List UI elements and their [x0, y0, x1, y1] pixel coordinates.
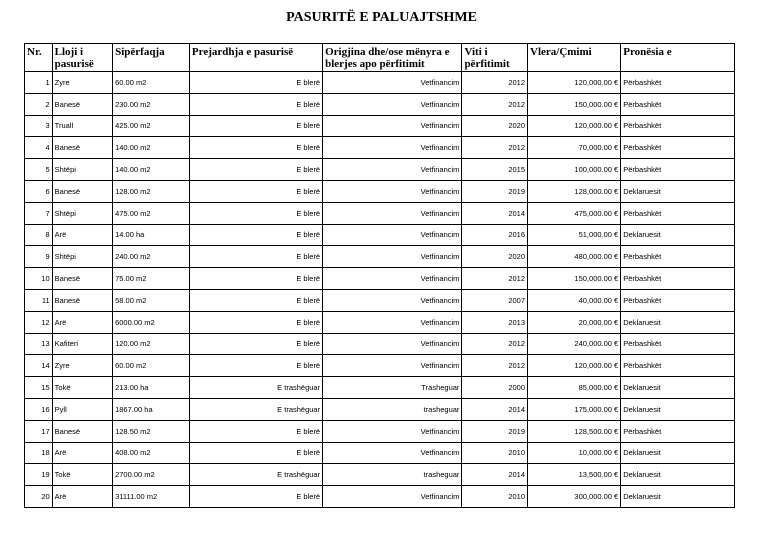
cell-value: 10,000.00 € — [528, 442, 621, 464]
cell-method: Trasheguar — [323, 377, 462, 399]
cell-type: Banesë — [52, 289, 112, 311]
cell-origin: E blerë — [189, 246, 322, 268]
cell-value: 51,000.00 € — [528, 224, 621, 246]
cell-ownership: Deklaruesit — [621, 442, 735, 464]
cell-origin: E blerë — [189, 93, 322, 115]
cell-year: 2020 — [462, 115, 528, 137]
cell-method: Vetfinancim — [323, 420, 462, 442]
cell-area: 6000.00 m2 — [113, 311, 190, 333]
cell-value: 300,000.00 € — [528, 486, 621, 508]
cell-area: 120.00 m2 — [113, 333, 190, 355]
cell-year: 2013 — [462, 311, 528, 333]
cell-value: 120,000.00 € — [528, 115, 621, 137]
cell-ownership: Përbashkët — [621, 355, 735, 377]
cell-origin: E blerë — [189, 268, 322, 290]
cell-ownership: Përbashkët — [621, 246, 735, 268]
cell-area: 58.00 m2 — [113, 289, 190, 311]
cell-year: 2014 — [462, 398, 528, 420]
cell-type: Pyll — [52, 398, 112, 420]
table-row — [25, 377, 735, 399]
cell-method: trasheguar — [323, 398, 462, 420]
cell-nr: 14 — [25, 355, 53, 377]
header-area: Sipërfaqja — [113, 44, 190, 72]
header-value: Vlera/Çmimi — [528, 44, 621, 72]
cell-area: 128.00 m2 — [113, 180, 190, 202]
cell-area: 408.00 m2 — [113, 442, 190, 464]
cell-value: 13,500.00 € — [528, 464, 621, 486]
cell-ownership: Përbashkët — [621, 137, 735, 159]
cell-value: 175,000.00 € — [528, 398, 621, 420]
cell-nr: 10 — [25, 268, 53, 290]
cell-year: 2012 — [462, 93, 528, 115]
cell-ownership: Deklaruesit — [621, 486, 735, 508]
cell-ownership: Përbashkët — [621, 333, 735, 355]
cell-method: Vetfinancim — [323, 180, 462, 202]
cell-type: Arë — [52, 311, 112, 333]
cell-nr: 7 — [25, 202, 53, 224]
cell-method: Vetfinancim — [323, 246, 462, 268]
cell-type: Banesë — [52, 420, 112, 442]
cell-value: 128,500.00 € — [528, 420, 621, 442]
cell-origin: E trashëguar — [189, 377, 322, 399]
cell-ownership: Përbashkët — [621, 159, 735, 181]
cell-type: Shtëpi — [52, 246, 112, 268]
cell-type: Kafiteri — [52, 333, 112, 355]
cell-type: Zyre — [52, 355, 112, 377]
table-row — [25, 420, 735, 442]
cell-method: Vetfinancim — [323, 202, 462, 224]
cell-year: 2000 — [462, 377, 528, 399]
table-row — [25, 137, 735, 159]
cell-origin: E blerë — [189, 442, 322, 464]
cell-value: 120,000.00 € — [528, 72, 621, 94]
cell-nr: 4 — [25, 137, 53, 159]
cell-origin: E blerë — [189, 115, 322, 137]
table-row — [25, 289, 735, 311]
cell-type: Shtëpi — [52, 202, 112, 224]
table-row — [25, 311, 735, 333]
cell-origin: E blerë — [189, 180, 322, 202]
cell-type: Banesë — [52, 93, 112, 115]
cell-method: Vetfinancim — [323, 115, 462, 137]
cell-ownership: Përbashkët — [621, 72, 735, 94]
cell-area: 2700.00 m2 — [113, 464, 190, 486]
table-body — [25, 72, 735, 508]
cell-nr: 9 — [25, 246, 53, 268]
cell-nr: 6 — [25, 180, 53, 202]
cell-method: Vetfinancim — [323, 486, 462, 508]
cell-year: 2010 — [462, 486, 528, 508]
cell-year: 2020 — [462, 246, 528, 268]
cell-ownership: Deklaruesit — [621, 377, 735, 399]
cell-ownership: Deklaruesit — [621, 180, 735, 202]
cell-area: 31111.00 m2 — [113, 486, 190, 508]
cell-area: 140.00 m2 — [113, 159, 190, 181]
cell-ownership: Përbashkët — [621, 420, 735, 442]
cell-value: 70,000.00 € — [528, 137, 621, 159]
cell-year: 2016 — [462, 224, 528, 246]
table-row — [25, 115, 735, 137]
cell-origin: E trashëguar — [189, 398, 322, 420]
cell-nr: 12 — [25, 311, 53, 333]
cell-type: Banesë — [52, 180, 112, 202]
cell-type: Truall — [52, 115, 112, 137]
table-row — [25, 246, 735, 268]
table-header-row — [25, 44, 735, 72]
cell-year: 2015 — [462, 159, 528, 181]
cell-type: Shtëpi — [52, 159, 112, 181]
cell-origin: E blerë — [189, 420, 322, 442]
cell-area: 425.00 m2 — [113, 115, 190, 137]
cell-origin: E blerë — [189, 333, 322, 355]
cell-method: Vetfinancim — [323, 442, 462, 464]
cell-value: 240,000.00 € — [528, 333, 621, 355]
cell-area: 60.00 m2 — [113, 72, 190, 94]
cell-type: Arë — [52, 224, 112, 246]
cell-nr: 15 — [25, 377, 53, 399]
cell-ownership: Deklaruesit — [621, 311, 735, 333]
cell-method: Vetfinancim — [323, 268, 462, 290]
cell-year: 2019 — [462, 180, 528, 202]
cell-method: Vetfinancim — [323, 333, 462, 355]
cell-origin: E blerë — [189, 72, 322, 94]
cell-ownership: Përbashkët — [621, 268, 735, 290]
table-row — [25, 333, 735, 355]
cell-area: 60.00 m2 — [113, 355, 190, 377]
header-nr: Nr. — [25, 44, 53, 72]
cell-nr: 13 — [25, 333, 53, 355]
table-row — [25, 398, 735, 420]
cell-ownership: Deklaruesit — [621, 464, 735, 486]
table-row — [25, 93, 735, 115]
cell-type: Tokë — [52, 377, 112, 399]
cell-year: 2012 — [462, 137, 528, 159]
cell-value: 150,000.00 € — [528, 268, 621, 290]
header-ownership: Pronësia e — [621, 44, 735, 72]
cell-area: 230.00 m2 — [113, 93, 190, 115]
table-row — [25, 202, 735, 224]
cell-area: 1867.00 ha — [113, 398, 190, 420]
cell-nr: 5 — [25, 159, 53, 181]
cell-nr: 2 — [25, 93, 53, 115]
table-row — [25, 224, 735, 246]
cell-origin: E blerë — [189, 137, 322, 159]
cell-type: Banesë — [52, 137, 112, 159]
cell-year: 2012 — [462, 72, 528, 94]
cell-area: 128.50 m2 — [113, 420, 190, 442]
cell-origin: E blerë — [189, 289, 322, 311]
cell-nr: 1 — [25, 72, 53, 94]
table-row — [25, 72, 735, 94]
cell-type: Arë — [52, 486, 112, 508]
cell-origin: E trashëguar — [189, 464, 322, 486]
cell-method: Vetfinancim — [323, 137, 462, 159]
cell-method: Vetfinancim — [323, 355, 462, 377]
cell-method: Vetfinancim — [323, 289, 462, 311]
cell-year: 2012 — [462, 355, 528, 377]
table-row — [25, 355, 735, 377]
cell-year: 2012 — [462, 333, 528, 355]
table-row — [25, 180, 735, 202]
cell-area: 140.00 m2 — [113, 137, 190, 159]
cell-value: 40,000.00 € — [528, 289, 621, 311]
cell-ownership: Përbashkët — [621, 289, 735, 311]
cell-origin: E blerë — [189, 224, 322, 246]
cell-nr: 16 — [25, 398, 53, 420]
cell-method: Vetfinancim — [323, 72, 462, 94]
cell-year: 2019 — [462, 420, 528, 442]
cell-area: 213.00 ha — [113, 377, 190, 399]
cell-value: 85,000.00 € — [528, 377, 621, 399]
cell-origin: E blerë — [189, 311, 322, 333]
table-row — [25, 486, 735, 508]
cell-ownership: Përbashkët — [621, 202, 735, 224]
cell-area: 14.00 ha — [113, 224, 190, 246]
cell-nr: 17 — [25, 420, 53, 442]
cell-nr: 8 — [25, 224, 53, 246]
cell-area: 475.00 m2 — [113, 202, 190, 224]
cell-origin: E blerë — [189, 355, 322, 377]
header-year: Viti i përfitimit — [462, 44, 528, 72]
header-type: Lloji i pasurisë — [52, 44, 112, 72]
table-row — [25, 159, 735, 181]
cell-nr: 3 — [25, 115, 53, 137]
table-row — [25, 442, 735, 464]
cell-origin: E blerë — [189, 486, 322, 508]
cell-nr: 19 — [25, 464, 53, 486]
cell-method: Vetfinancim — [323, 159, 462, 181]
cell-method: Vetfinancim — [323, 311, 462, 333]
table-row — [25, 464, 735, 486]
cell-ownership: Përbashkët — [621, 115, 735, 137]
cell-value: 150,000.00 € — [528, 93, 621, 115]
cell-type: Zyre — [52, 72, 112, 94]
cell-year: 2010 — [462, 442, 528, 464]
cell-method: Vetfinancim — [323, 93, 462, 115]
cell-value: 128,000.00 € — [528, 180, 621, 202]
cell-value: 480,000.00 € — [528, 246, 621, 268]
cell-method: trasheguar — [323, 464, 462, 486]
assets-table — [24, 43, 735, 508]
cell-ownership: Përbashkët — [621, 93, 735, 115]
cell-area: 75.00 m2 — [113, 268, 190, 290]
cell-year: 2012 — [462, 268, 528, 290]
header-method: Origjina dhe/ose mënyra e blerjes apo përfitimit — [323, 44, 462, 72]
cell-area: 240.00 m2 — [113, 246, 190, 268]
header-origin: Prejardhja e pasurisë — [189, 44, 322, 72]
cell-year: 2014 — [462, 202, 528, 224]
cell-ownership: Deklaruesit — [621, 398, 735, 420]
cell-nr: 18 — [25, 442, 53, 464]
cell-method: Vetfinancim — [323, 224, 462, 246]
cell-value: 100,000.00 € — [528, 159, 621, 181]
cell-type: Banesë — [52, 268, 112, 290]
cell-year: 2014 — [462, 464, 528, 486]
cell-type: Tokë — [52, 464, 112, 486]
table-row — [25, 268, 735, 290]
cell-origin: E blerë — [189, 202, 322, 224]
cell-ownership: Deklaruesit — [621, 224, 735, 246]
cell-year: 2007 — [462, 289, 528, 311]
cell-type: Arë — [52, 442, 112, 464]
cell-value: 20,000.00 € — [528, 311, 621, 333]
cell-origin: E blerë — [189, 159, 322, 181]
cell-value: 120,000.00 € — [528, 355, 621, 377]
cell-value: 475,000.00 € — [528, 202, 621, 224]
page-title: PASURITË E PALUAJTSHME — [286, 10, 477, 25]
cell-nr: 11 — [25, 289, 53, 311]
cell-nr: 20 — [25, 486, 53, 508]
